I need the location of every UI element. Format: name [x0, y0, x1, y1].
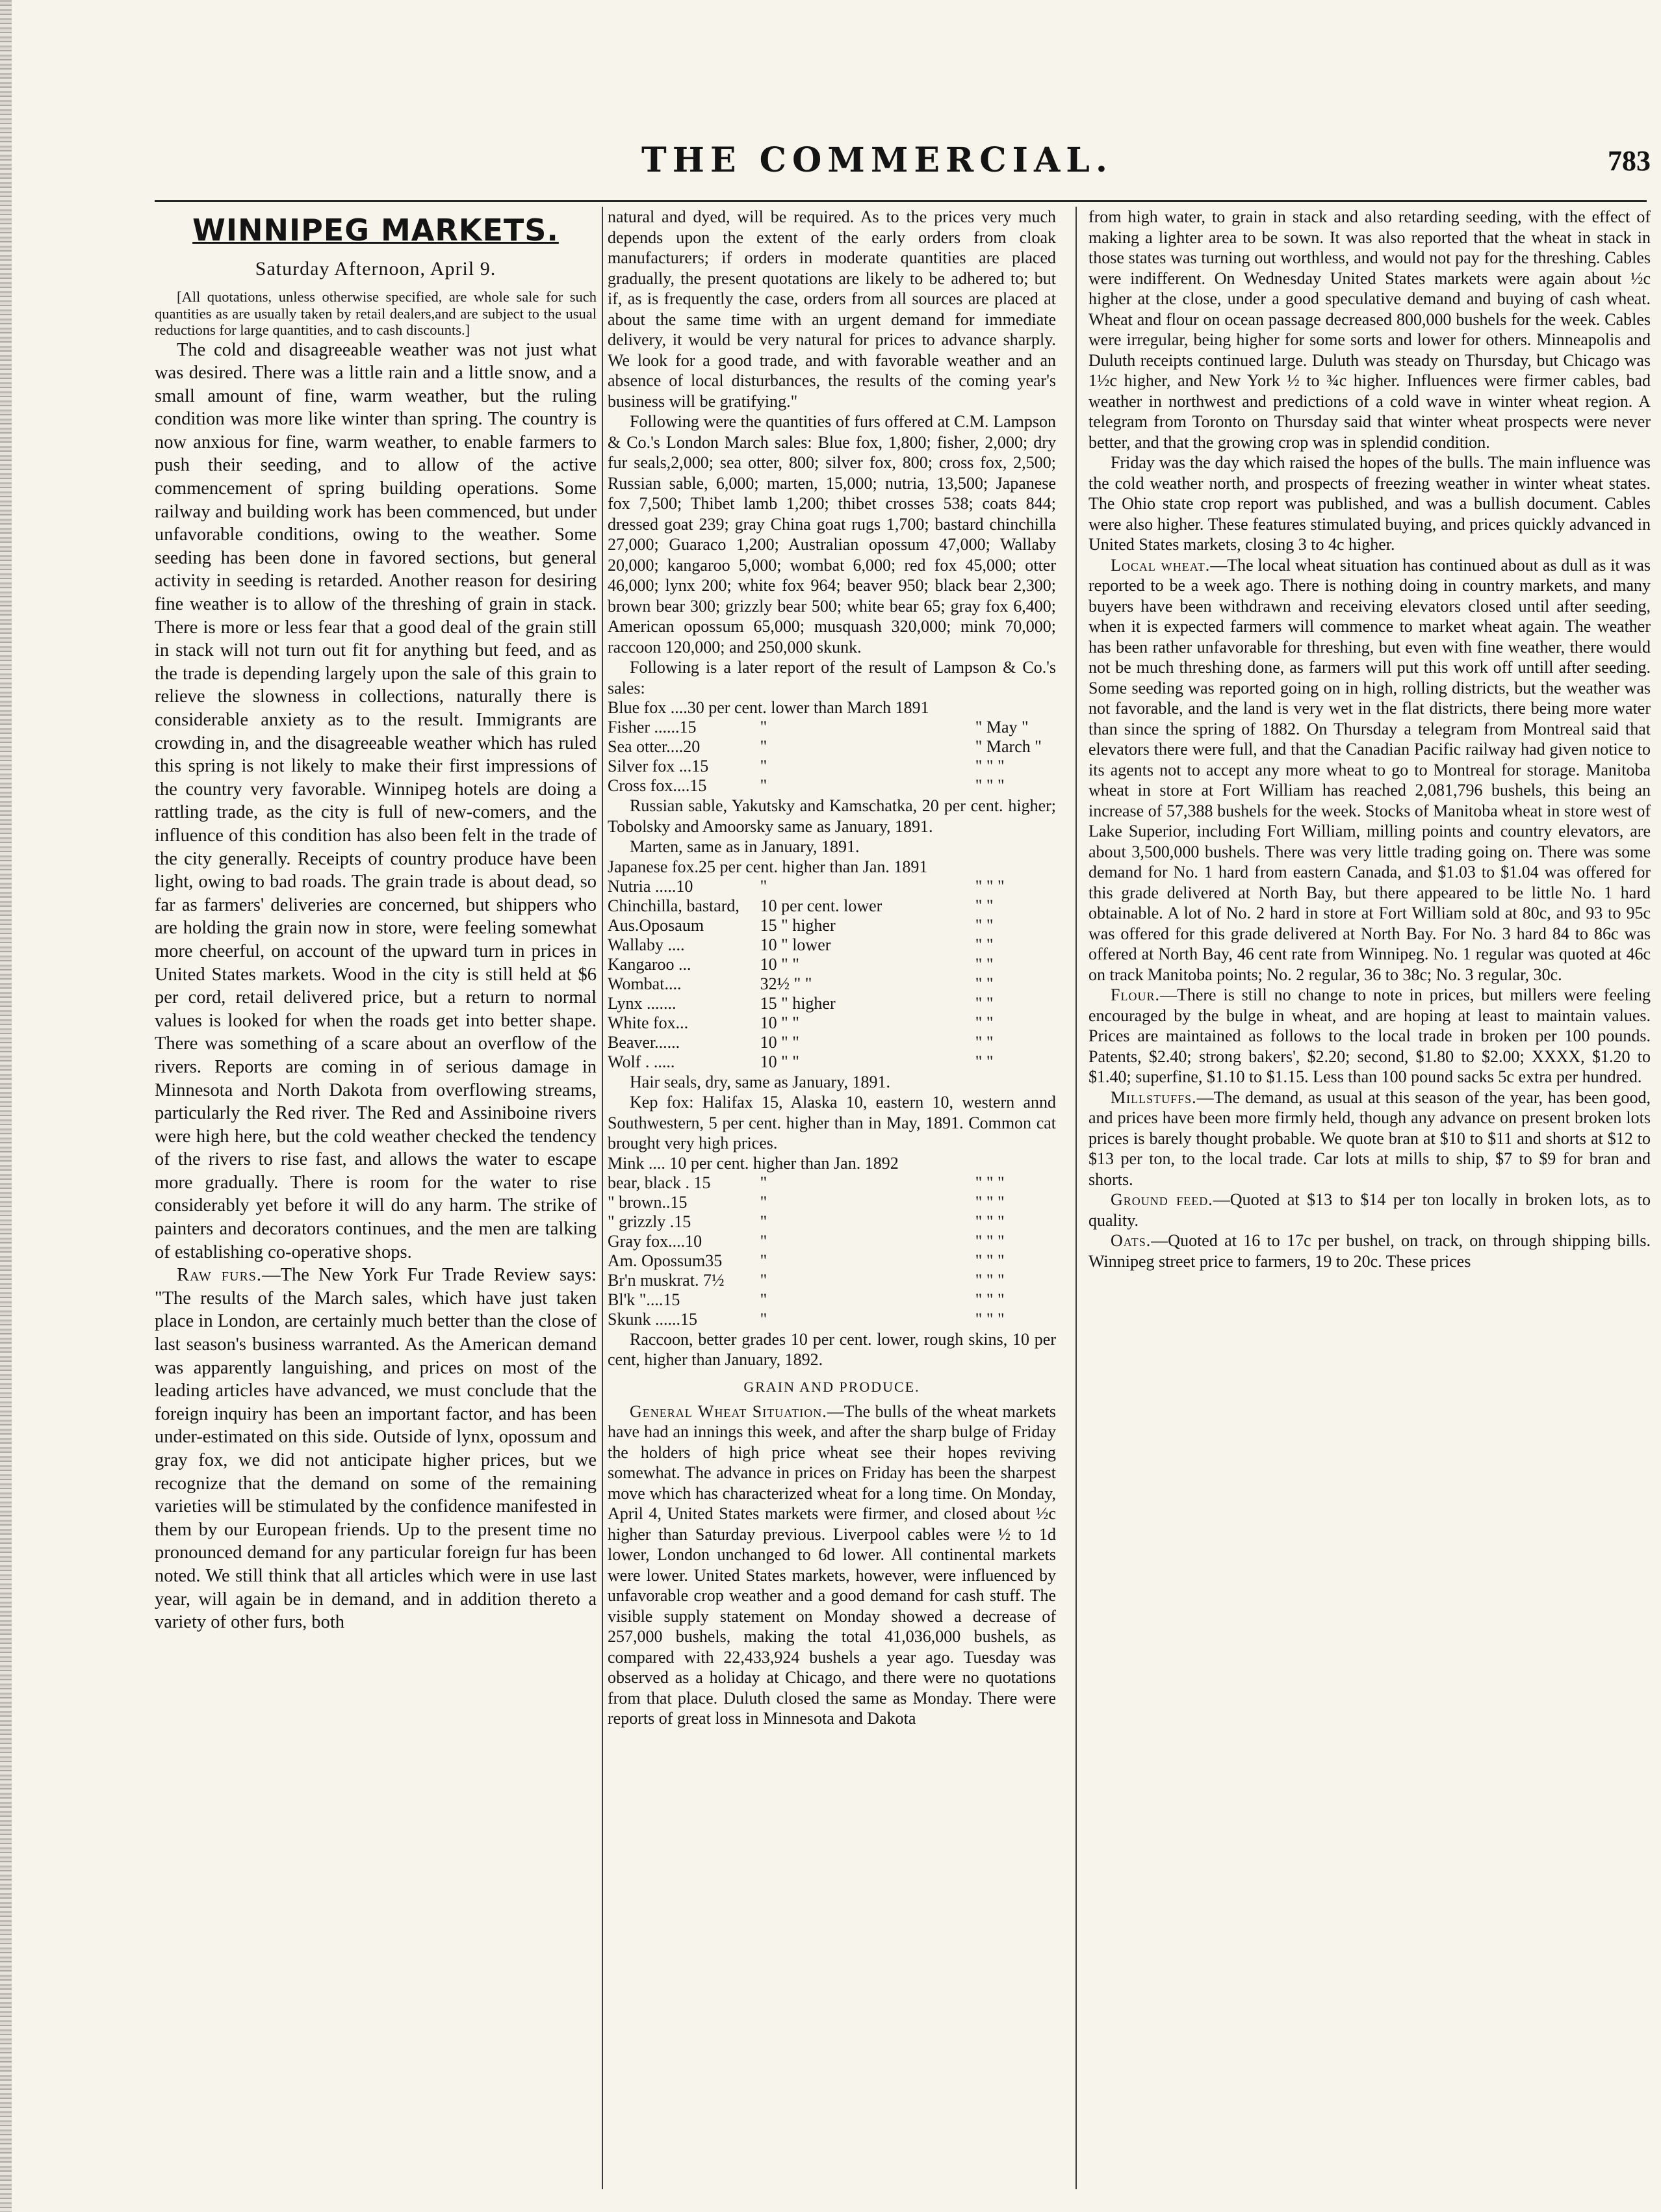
table-cell: " — [760, 1212, 767, 1231]
newspaper-title: THE COMMERCIAL. — [641, 140, 1113, 180]
table-cell: 10 " " — [760, 954, 799, 974]
table-cell: " — [760, 1290, 767, 1309]
table-row — [608, 857, 1056, 877]
table-row — [608, 1271, 1056, 1290]
table-cell: " " — [975, 974, 994, 993]
table-cell: 10 per cent. lower — [760, 896, 882, 915]
table-row — [608, 1033, 1056, 1052]
table-cell: " " " — [975, 1192, 1005, 1212]
paragraph-text: —The local wheat situation has continued about as dull as it was reported to be a week ago. There is nothing doing in country markets, and many buyers have been withdrawn and receiving elevators closed until after seeding, when it is expected farmers will commence to market wheat again. The weather has been rather unfavorable for threshing, but even with fine weather, there would not be much threshing done, as farmers will put this work off untill after seeding. Some seeding was reported going on in high, rolling districts, but the weather was not favorable, and the land is very wet in the flat districts, there being more water than since the spring of 1882. On Thursday a telegram from Montreal said that elevators there were full, and that the Canadian Pacific railway had given notice to its agents not to accept any more wheat to go to Montreal for storage. Manitoba wheat in store at Fort William has reached 2,081,796 bushels, this being an increase of 57,388 bushels for the week. Stocks of Manitoba wheat in store west of Lake Superior, including Fort William, milling points and country elevators, are about 3,500,000 bushels. There was very little trading going on. There was some demand for No. 1 hard from eastern Canada, and $1.03 to $1.04 was offered for this grade delivered at North Bay, but there appeared to be little No. 1 hard obtainable. A lot of No. 2 hard in store at Fort William sold at 80c, and 93 to 95c was offered for this grade delivered at North Bay. For No. 3 hard 84 to 86c was offered at North Bay, 46 cent rate from Winnipeg. No. 1 regular was quoted at 46c on track Manitoba points; No. 2 regular, 36 to 38c; No. 3 regular, 30c. — [1088, 555, 1651, 984]
paragraph-text: —Quoted at $13 to $14 per ton locally in broken lots, as to quality. — [1088, 1190, 1651, 1230]
table-cell: " — [760, 1192, 767, 1212]
table-row — [608, 1013, 1056, 1033]
table-cell: Blue fox ....30 per cent. lower than March 1891 — [608, 698, 929, 717]
paragraph-text: —The New York Fur Trade Review says: "The results of the March sales, which have just taken place in London, are certainly much better than the close of last season's business warranted. As the American demand was apparently languishing, and prices on most of the leading articles have advanced, we must conclude that the foreign inquiry has been an important factor, and has been under-estimated on this side. Outside of lynx, opossum and gray fox, we did not anticipate higher prices, but we recognize that the demand on some of the remaining varieties will be stimulated by the confidence manifested in them by our European friends. Up to the present time no pronounced demand for any particular foreign fur has been noted. We still think that all articles which were in use last year, will again be in demand, and in addition thereto a variety of other furs, both — [155, 1265, 597, 1633]
table-cell: 10 " " — [760, 1032, 799, 1052]
table-cell: " " " — [975, 876, 1005, 896]
table-cell: 15 " higher — [760, 915, 836, 935]
table-row — [608, 1251, 1056, 1271]
table-row — [608, 916, 1056, 935]
table-cell: " " " — [975, 776, 1005, 795]
table-row — [608, 698, 1056, 718]
table-cell: Nutria .....10 — [608, 876, 693, 896]
dateline: Saturday Afternoon, April 9. — [255, 258, 496, 280]
weather-paragraph: The cold and disagreeable weather was not just what was desired. There was a little rain and a little snow, and a small amount of fine, warm weather, but the ruling condition was more like winter than spring. The country is now anxious for fine, warm weather, to enable farmers to push their seeding, and to allow of the active commencement of spring building operations. Some railway and building work has been commenced, but under unfavorable conditions, owing to the weather. Some seeding has been done in favored sections, but general activity in seeding is retarded. Another reason for desiring fine weather is to allow of the threshing of grain in stack. There is more or less fear that a good deal of the grain still in stack will not turn out fit for anything but feed, and as the trade is depending largely upon the sale of this grain to relieve the slowness in collections, naturally there is considerable anxiety as to the result. Immigrants are crowding in, and the disagreeable weather which has ruled this spring is not likely to make their first impressions of the country very favorable. Winnipeg hotels are doing a rattling trade, as the city is full of new-comers, and the influence of this condition has also been felt in the trade of the city generally. Receipts of country produce have been light, owing to bad roads. The grain trade is about dead, so far as farmers' deliveries are concerned, but shippers who are holding the grain now in store, were feeling somewhat more cheerful, on account of the upward turn in prices in United States markets. Wood in the city is still held at $6 per cord, retail delivered price, but a return to normal values is looked for when the roads get into better shape. There was something of a scare about an overflow of the rivers. Reports are coming in of serious damage in Minnesota and North Dakota from overflowing streams, particularly the Red river. The Red and Assiniboine rivers were high here, but the cold weather checked the tendency of the rivers to rise fast, and allows the water to escape more gradually. There is room for the water to rise considerably yet before it will do any harm. The strike of painters and decorators continues, and the men are talking of establishing co-operative shops. — [155, 339, 597, 1262]
run-in-head: Flour. — [1111, 985, 1160, 1004]
table-cell: " — [760, 1270, 767, 1290]
fur-price-table-1 — [608, 698, 1056, 796]
table-row — [608, 974, 1056, 994]
table-cell: Fisher ......15 — [608, 718, 697, 736]
table-cell: Sea otter....20 — [608, 737, 701, 756]
table-cell: " " — [975, 1013, 994, 1032]
table-row — [608, 757, 1056, 776]
table-cell: Bl'k "....15 — [608, 1290, 680, 1309]
table-row — [608, 776, 1056, 796]
table-cell: Wolf . ..... — [608, 1052, 675, 1071]
furs-continued-paragraph: natural and dyed, will be required. As to the prices very much depends upon the extent of the early orders from cloak manufacturers; if orders in moderate quantities are placed gradually, the present quotations are likely to be adhered to; but if, as is frequently the case, orders from all sources are placed at about the same time with an urgent demand for immediate delivery, it would be very natural for prices to advance sharply. We look for a good trade, and with favorable weather and an absence of local disturbances, the results of the coming year's business will be gratifying." — [608, 207, 1056, 411]
table-cell: " " " — [975, 1251, 1005, 1270]
column-divider — [1075, 207, 1077, 2189]
table-cell: " " — [975, 1032, 994, 1052]
table-cell: " — [760, 737, 767, 756]
run-in-head: Ground feed. — [1111, 1190, 1213, 1209]
table-cell: 15 " higher — [760, 993, 836, 1013]
fur-price-table-2 — [608, 857, 1056, 1072]
friday-paragraph: Friday was the day which raised the hopes of the bulls. The main influence was the cold weather north, and prospects of freezing weather in winter wheat states. The Ohio state crop report was published, and was a bullish document. Cables were also higher. These features stimulated buying, and prices quickly advanced in United States markets, closing 3 to 4c higher. — [1088, 453, 1651, 554]
table-cell: " — [760, 876, 767, 896]
table-row — [608, 935, 1056, 955]
table-cell: Gray fox....10 — [608, 1231, 702, 1251]
table-cell: " — [760, 776, 767, 795]
table-row — [608, 1310, 1056, 1329]
run-in-head: General Wheat Situation. — [630, 1401, 827, 1421]
run-in-head: Local wheat. — [1111, 555, 1211, 575]
table-cell: " " " — [975, 1231, 1005, 1251]
header-rule — [155, 200, 1647, 202]
table-row — [608, 1193, 1056, 1212]
ground-feed-paragraph — [1088, 1190, 1651, 1230]
table-cell: Aus.Oposaum — [608, 915, 704, 935]
table-cell: " — [760, 718, 767, 736]
table-cell: Wallaby .... — [608, 935, 685, 954]
table-row — [608, 1154, 1056, 1173]
table-cell: " " " — [975, 757, 1005, 775]
column-divider — [602, 207, 603, 2189]
table-cell: " March " — [975, 737, 1042, 756]
table-cell: Am. Opossum35 — [608, 1251, 723, 1270]
table-row — [608, 737, 1056, 757]
page-number: 783 — [1608, 145, 1651, 177]
table-cell: " " — [975, 993, 994, 1013]
table-cell: Japanese fox.25 per cent. higher than Jan. 1891 — [608, 857, 928, 876]
table-cell: " — [760, 1309, 767, 1329]
table-cell: White fox... — [608, 1013, 689, 1032]
table-cell: " — [760, 757, 767, 775]
table-cell: " grizzly .15 — [608, 1212, 691, 1231]
table-cell: " — [760, 1231, 767, 1251]
run-in-head: Millstuffs. — [1111, 1087, 1197, 1107]
table-cell: " " — [975, 954, 994, 974]
table-cell: Lynx ....... — [608, 993, 676, 1013]
table-row — [608, 994, 1056, 1013]
paragraph-text: —Quoted at 16 to 17c per bushel, on track, on through shipping bills. Winnipeg street price to farmers, 19 to 20c. These prices — [1088, 1231, 1651, 1271]
table-row — [608, 896, 1056, 916]
table-cell: Br'n muskrat. 7½ — [608, 1270, 725, 1290]
table-cell: 32½ " " — [760, 974, 812, 993]
table-row — [608, 718, 1056, 737]
run-in-head: Oats. — [1111, 1231, 1152, 1250]
table-row — [608, 1290, 1056, 1310]
table-cell: 10 " " — [760, 1013, 799, 1032]
table-cell: 10 " lower — [760, 935, 831, 954]
wheat-continued-paragraph: from high water, to grain in stack and also retarding seeding, with the effect of making a lighter area to be sown. It was also reported that the wheat in stack in those states was turning out worthless, and would not pay for the threshing. Cables were indifferent. On Wednesday United States markets were again about ½c higher at the close, under a good speculative demand and buying of cash wheat. Wheat and flour on ocean passage decreased 800,000 bushels for the week. Cables were irregular, being higher for some sorts and lower for others. Minneapolis and Duluth receipts continued large. Duluth was steady on Thursday, but Chicago was 1½c higher, and New York ½ to ¾c higher. Influences were firmer cables, bad weather in northwest and predictions of a cold wave in winter wheat region. A telegram from Toronto on Thursday said that winter wheat prospects were never better, and that the growing crop was in splendid condition. — [1088, 207, 1651, 452]
section-heading: WINNIPEG MARKETS. — [192, 213, 559, 248]
grain-produce-heading: GRAIN AND PRODUCE. — [743, 1378, 920, 1395]
table-cell: " " — [975, 935, 994, 954]
table-cell: Wombat.... — [608, 974, 682, 993]
column-1 — [155, 207, 597, 2186]
table-cell: bear, black . 15 — [608, 1173, 711, 1192]
table-cell: Beaver...... — [608, 1032, 680, 1052]
table-cell: 10 " " — [760, 1052, 799, 1071]
table-row — [608, 955, 1056, 974]
table-cell: " " " — [975, 1212, 1005, 1231]
table-row — [608, 1212, 1056, 1232]
table-cell: Skunk ......15 — [608, 1309, 697, 1329]
table-cell: " " " — [975, 1290, 1005, 1309]
table-cell: Cross fox....15 — [608, 776, 707, 795]
run-in-head: Raw furs. — [177, 1265, 263, 1286]
table-row — [608, 1232, 1056, 1251]
table-row — [608, 877, 1056, 896]
table-cell: " — [760, 1173, 767, 1192]
later-report-paragraph: Following is a later report of the result of Lampson & Co.'s sales: — [608, 658, 1056, 697]
table-cell: " " — [975, 915, 994, 935]
table-cell: Kangaroo ... — [608, 954, 691, 974]
paragraph-text: —There is still no change to note in prices, but millers were feeling encouraged by the bulge in wheat, and are hoping at least to maintain values. Prices are maintained as follows to the local trade in broken per 100 pounds. Patents, $2.40; strong bakers', $2.20; second, $1.80 to $2.00; XXXX, $1.20 to $1.40; superfine, $1.10 to $1.15. Less than 100 pound sacks 5c extra per hundred. — [1088, 985, 1651, 1086]
fur-price-table-3 — [608, 1154, 1056, 1329]
table-row — [608, 1173, 1056, 1193]
table-cell: Chinchilla, bastard, — [608, 896, 740, 915]
table-cell: " — [760, 1251, 767, 1270]
flour-paragraph — [1088, 985, 1651, 1087]
paragraph-text: —The demand, as usual at this season of the year, has been good, and prices have been more firmly held, though any advance on present broken lots prices is barely thought probable. We quote bran at $10 to $11 and shorts at $12 to $13 per ton, to the local trade. Car lots at mills to ship, $7 to $9 for bran and shorts. — [1088, 1087, 1651, 1189]
raccoon-paragraph: Raccoon, better grades 10 per cent. lower, rough skins, 10 per cent, higher than January, 1892. — [608, 1329, 1056, 1369]
table-cell: " " " — [975, 1173, 1005, 1192]
hair-seals-paragraph: Hair seals, dry, same as January, 1891. — [630, 1072, 890, 1091]
column-3 — [1088, 207, 1651, 2186]
furs-offered-paragraph: Following were the quantities of furs offered at C.M. Lampson & Co.'s London March sales: Blue fox, 1,800; fisher, 2,000; dry fur seals,2,000; sea otter, 800; silver fox, 800; cross fox, 2,500; Russian sable, 6,000; marten, 15,000; nutria, 13,500; Japanese fox 7,500; Thibet lamb 1,200; thibet crosses 538; coats 844; dressed goat 239; gray China goat rugs 1,700; bastard chinchilla 27,000; Guaraco 1,200; Australian opossum 47,000; Wallaby 20,000; kangaroo 5,000; wombat 6,000; red fox 45,000; otter 46,000; lynx 200; white fox 964; beaver 950; black bear 2,300; brown bear 300; grizzly bear 500; white bear 65; gray fox 6,400; American opossum 65,000; musquash 320,000; mink 70,000; raccoon 120,000; and 250,000 skunk. — [608, 412, 1056, 657]
russian-sable-paragraph: Russian sable, Yakutsky and Kamschatka, 20 per cent. higher; Tobolsky and Amoorsky same as January, 1891. — [608, 796, 1056, 836]
paragraph-text: —The bulls of the wheat markets have had an innings this week, and after the sharp bulge of Friday the holders of high price wheat see their hopes reviving somewhat. The advance in prices on Friday has been the sharpest move which has characterized wheat for a long time. On Monday, April 4, United States markets were firmer, and closed about ½c higher than Saturday previous. Liverpool cables were ½ to 1d lower, London unchanged to 6d lower. All continental markets were lower. United States markets, however, were influenced by unfavorable crop weather and a good demand for cash stuff. The visible supply statement on Monday showed a decrease of 257,000 bushels, making the total 41,036,000 bushels, as compared with 22,433,924 bushels a year ago. Tuesday was observed as a holiday at Chicago, and there were no quotations from that place. Duluth closed the same as Monday. There were reports of great loss in Minnesota and Dakota — [608, 1401, 1056, 1728]
scan-edge — [0, 0, 12, 2212]
oats-paragraph — [1088, 1230, 1651, 1271]
quotations-note: [All quotations, unless otherwise specified, are whole sale for such quantities as are usually taken by retail dealers,and are subject to the usual reductions for large quantities, and to cash discounts.] — [155, 289, 597, 338]
local-wheat-paragraph — [1088, 555, 1651, 985]
table-cell: " brown..15 — [608, 1192, 688, 1212]
table-cell: " " " — [975, 1309, 1005, 1329]
table-cell: " May " — [975, 718, 1029, 736]
table-cell: " " — [975, 896, 994, 915]
masthead — [0, 138, 1661, 190]
table-row — [608, 1052, 1056, 1072]
wheat-situation-paragraph — [608, 1401, 1056, 1729]
millstuffs-paragraph — [1088, 1087, 1651, 1190]
table-cell: Silver fox ...15 — [608, 757, 709, 775]
table-cell: " " — [975, 1052, 994, 1071]
raw-furs-paragraph — [155, 1264, 597, 1634]
marten-paragraph: Marten, same as in January, 1891. — [630, 837, 860, 856]
kep-fox-paragraph: Kep fox: Halifax 15, Alaska 10, eastern 10, western annd Southwestern, 5 per cent. higher than in May, 1891. Common cat brought very high prices. — [608, 1093, 1056, 1152]
table-cell: " " " — [975, 1270, 1005, 1290]
column-2 — [608, 207, 1056, 2186]
table-cell: Mink .... 10 per cent. higher than Jan. 1892 — [608, 1153, 899, 1173]
